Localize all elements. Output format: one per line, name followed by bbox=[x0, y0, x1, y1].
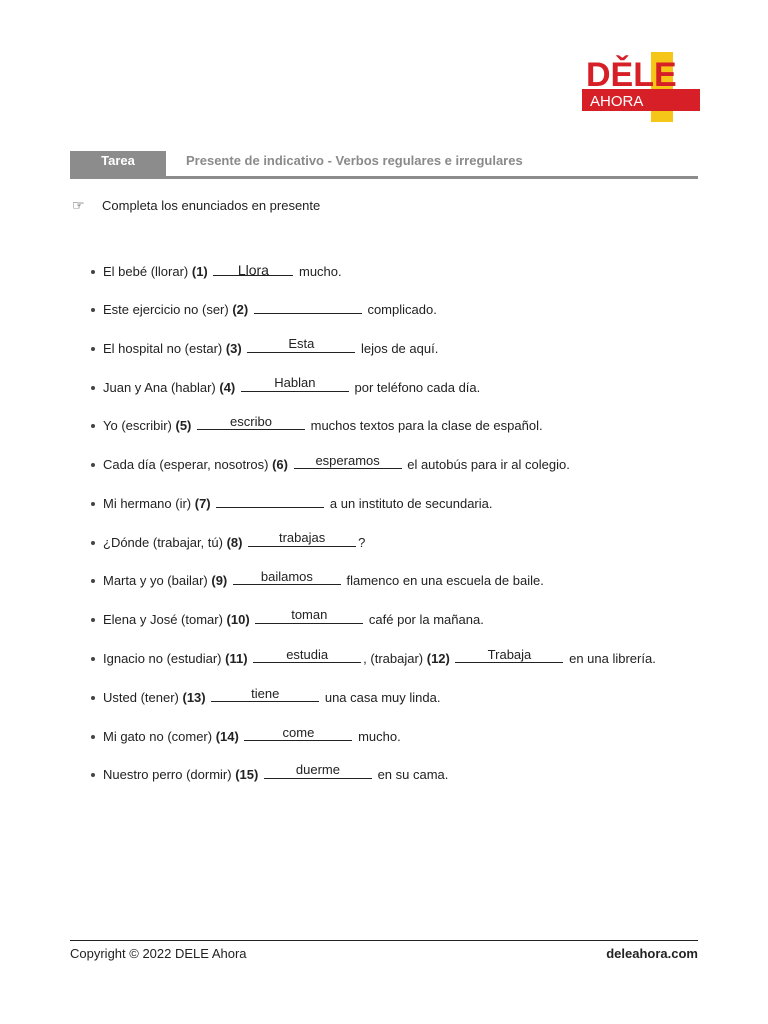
list-item bbox=[91, 416, 543, 436]
bullet bbox=[91, 541, 95, 545]
bullet bbox=[91, 773, 95, 777]
item-text: Mi hermano (ir) bbox=[103, 496, 195, 511]
bullet bbox=[91, 502, 95, 506]
item-text: , (trabajar) bbox=[363, 651, 427, 666]
bullet bbox=[91, 308, 95, 312]
answer-blank[interactable] bbox=[213, 262, 293, 276]
answer-blank[interactable] bbox=[248, 530, 356, 547]
dele-ahora-logo bbox=[582, 52, 700, 122]
item-number: (1) bbox=[191, 264, 208, 279]
list-item bbox=[91, 262, 342, 282]
instruction-text: Completa los enunciados en presente bbox=[102, 198, 321, 213]
item-text: por teléfono cada día. bbox=[350, 380, 481, 395]
item-text: café por la mañana. bbox=[365, 612, 484, 627]
list-item bbox=[91, 649, 656, 669]
item-text: Marta y yo (bailar) bbox=[103, 573, 212, 588]
item-text: ¿Dónde (trabajar, tú) bbox=[103, 535, 227, 550]
answer-blank[interactable] bbox=[216, 494, 324, 508]
item-text: El hospital no (estar) bbox=[103, 341, 226, 356]
list-item bbox=[91, 455, 570, 475]
answer-blank[interactable] bbox=[197, 416, 305, 430]
item-text: en una librería. bbox=[565, 651, 656, 666]
pointing-hand-icon: ☞ bbox=[72, 197, 85, 213]
item-text: una casa muy linda. bbox=[321, 690, 441, 705]
answer-text: Llora bbox=[237, 262, 269, 278]
bullet bbox=[91, 579, 95, 583]
item-number: (2) bbox=[232, 302, 249, 317]
answer-blank[interactable] bbox=[264, 762, 372, 779]
answer-blank[interactable] bbox=[254, 300, 362, 314]
item-text: mucho. bbox=[295, 264, 342, 279]
answer-text: Trabaja bbox=[487, 647, 532, 662]
item-number: (3) bbox=[225, 341, 242, 356]
item-text: Nuestro perro (dormir) bbox=[103, 767, 236, 782]
item-number: (8) bbox=[226, 535, 243, 550]
bullet bbox=[91, 696, 95, 700]
bullet bbox=[91, 735, 95, 739]
item-text: ? bbox=[358, 535, 366, 550]
answer-text: trabajas bbox=[278, 530, 326, 545]
footer-rule bbox=[70, 940, 698, 941]
item-text: el autobús para ir al colegio. bbox=[403, 457, 570, 472]
answer-blank[interactable] bbox=[233, 571, 341, 585]
item-number: (14) bbox=[215, 729, 239, 744]
task-title: Presente de indicativo - Verbos regulares e irregulares bbox=[186, 153, 523, 168]
item-text: mucho. bbox=[354, 729, 401, 744]
item-text: Usted (tener) bbox=[103, 690, 183, 705]
item-number: (7) bbox=[194, 496, 211, 511]
task-tag: Tarea bbox=[70, 151, 166, 176]
item-number: (10) bbox=[226, 612, 250, 627]
list-item bbox=[91, 530, 366, 553]
answer-text: bailamos bbox=[260, 569, 313, 584]
answer-text: esperamos bbox=[315, 453, 380, 468]
item-text: Ignacio no (estudiar) bbox=[103, 651, 226, 666]
bullet bbox=[91, 270, 95, 274]
list-item bbox=[91, 762, 449, 785]
list-item bbox=[91, 494, 493, 514]
bullet bbox=[91, 463, 95, 467]
answer-blank[interactable] bbox=[455, 649, 563, 663]
task-header bbox=[70, 151, 698, 179]
item-text: lejos de aquí. bbox=[357, 341, 439, 356]
list-item bbox=[91, 571, 544, 591]
item-number: (6) bbox=[272, 457, 288, 472]
item-text: muchos textos para la clase de español. bbox=[307, 418, 543, 433]
item-text: Juan y Ana (hablar) bbox=[103, 380, 220, 395]
item-text: Mi gato no (comer) bbox=[103, 729, 216, 744]
copyright-text: Copyright © 2022 DELE Ahora bbox=[70, 946, 247, 961]
bullet bbox=[91, 618, 95, 622]
item-text: flamenco en una escuela de baile. bbox=[342, 573, 544, 588]
answer-text: Esta bbox=[288, 336, 315, 351]
answer-blank[interactable] bbox=[247, 336, 355, 353]
answer-blank[interactable] bbox=[294, 455, 402, 469]
answer-text: Hablan bbox=[274, 375, 316, 390]
item-text: Yo (escribir) bbox=[103, 418, 176, 433]
item-text: en su cama. bbox=[373, 767, 449, 782]
header-rule bbox=[70, 176, 698, 179]
answer-text: come bbox=[282, 725, 315, 740]
item-number: (12) bbox=[426, 651, 450, 666]
bullet bbox=[91, 424, 95, 428]
list-item bbox=[91, 336, 439, 359]
answer-text: tiene bbox=[251, 686, 280, 701]
answer-blank[interactable] bbox=[211, 688, 319, 702]
answer-text: escribo bbox=[230, 414, 272, 429]
item-text: El bebé (llorar) bbox=[103, 264, 192, 279]
logo-mark bbox=[582, 52, 700, 122]
item-text: complicado. bbox=[363, 302, 437, 317]
answer-blank[interactable] bbox=[241, 375, 349, 392]
item-text: a un instituto de secundaria. bbox=[326, 496, 493, 511]
bullet bbox=[91, 347, 95, 351]
instruction bbox=[72, 197, 320, 214]
answer-text: duerme bbox=[295, 762, 340, 777]
item-text: Elena y José (tomar) bbox=[103, 612, 227, 627]
item-number: (15) bbox=[235, 767, 259, 782]
item-number: (5) bbox=[175, 418, 192, 433]
logo-line2: AHORA bbox=[590, 93, 644, 110]
answer-text: toman bbox=[291, 607, 328, 622]
answer-blank[interactable] bbox=[253, 649, 361, 663]
logo-line1: DĚLE bbox=[586, 56, 677, 94]
list-item bbox=[91, 607, 484, 630]
list-item bbox=[91, 727, 401, 747]
list-item bbox=[91, 688, 440, 708]
bullet bbox=[91, 657, 95, 661]
item-text: Cada día (esperar, nosotros) bbox=[103, 457, 273, 472]
answer-text: estudia bbox=[286, 647, 329, 662]
answer-blank[interactable] bbox=[244, 727, 352, 741]
item-number: (9) bbox=[211, 573, 228, 588]
item-text: Este ejercicio no (ser) bbox=[103, 302, 233, 317]
list-item bbox=[91, 375, 481, 398]
item-number: (13) bbox=[182, 690, 206, 705]
answer-blank[interactable] bbox=[255, 607, 363, 624]
bullet bbox=[91, 386, 95, 390]
list-item bbox=[91, 300, 437, 320]
item-number: (11) bbox=[225, 651, 248, 666]
item-number: (4) bbox=[219, 380, 236, 395]
site-link[interactable]: deleahora.com bbox=[606, 946, 698, 961]
